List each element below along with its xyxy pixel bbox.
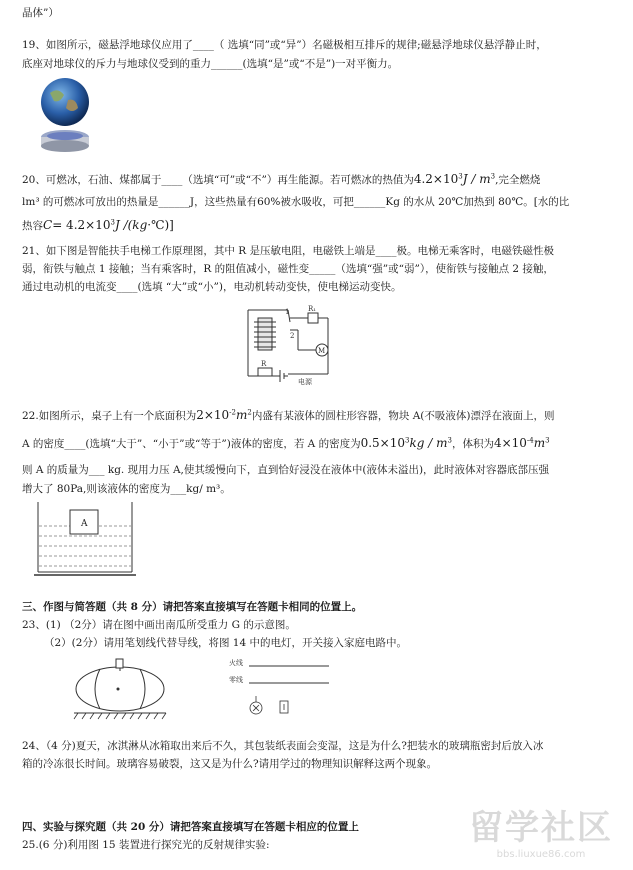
pumpkin-figure <box>70 655 170 723</box>
text-line: 晶体”） <box>22 7 59 19</box>
zero-wire-label: 零线 <box>229 676 243 684</box>
question-19-line-2: 底座对地球仪的斥力与地球仪受到的重力______(选填“是”或“不是”)一对平衡力。 <box>22 58 399 70</box>
watermark-logo-text: 留学社区 <box>469 808 613 848</box>
watermark <box>469 800 613 860</box>
r1-label: R₁ <box>308 305 317 313</box>
motor-label: M <box>318 347 326 355</box>
block-a-label: A <box>81 519 88 529</box>
question-24-line-2: 箱的冷冻很长时间。玻璃容易破裂，这又是为什么?请用学过的物理知识解释这两个现象。 <box>22 758 438 770</box>
house-wiring-figure <box>225 656 335 726</box>
power-label: 电源 <box>298 378 312 386</box>
question-22-line-4: 增大了 80Pa,则该液体的密度为___kg/ m³。 <box>22 483 231 495</box>
r-label: R <box>261 360 267 368</box>
fire-wire-label: 火线 <box>229 659 243 667</box>
question-21-line-2: 弱，衔铁与触点 1 接触；当有乘客时，R 的阻值减小，磁性变_____（选填“强”或“弱”），使衔铁与接触点 2 接触， <box>22 263 554 275</box>
question-22-line-3: 则 A 的质量为___ kg. 现用力压 A,使其缓慢向下，直到恰好浸没在液体中(液体未溢出)，此时液体对容器底部压强 <box>22 464 550 476</box>
question-21-line-3: 通过电动机的电流变____(选填 “大”或“小”)，电动机转动变快，使电梯运动变快。 <box>22 281 402 293</box>
question-19-line-1: 19、如图所示，磁悬浮地球仪应用了____（ 选填“同”或“异”）名磁极相互排斥的规律;磁悬浮地球仪悬浮静止时， <box>22 39 547 51</box>
question-21-line-1: 21、如下图是智能扶手电梯工作原理图，其中 R 是压敏电阻，电磁铁上端是____极。电梯无乘客时，电磁铁磁性极 <box>22 245 554 257</box>
question-20-line-1: 20、可燃冰，石油、煤都属于____（选填“可”或“不”）再生能源。若可燃冰的热值为$4.2\times 10^3J / m^3$,完全燃烧 <box>22 172 541 186</box>
watermark-url: bbs.liuxue86.com <box>496 849 586 860</box>
question-24-line-1: 24、（4 分)夏天，冰淇淋从冰箱取出来后不久，其包装纸表面会变湿，这是为什么?把装水的玻璃瓶密封后放入冰 <box>22 740 544 752</box>
question-20-line-2: lm³ 的可燃冰可放出的热量是______J，这些热量有60%被水吸收，可把______Kg 的水从 20℃加热到 80℃。[水的比 <box>22 196 570 208</box>
section-3-heading: 三、作图与简答题（共 8 分）请把答案直接填写在答题卡相同的位置上。 <box>22 601 363 613</box>
elevator-circuit-figure <box>228 300 338 386</box>
container-figure <box>30 498 140 578</box>
question-22-line-2: A 的密度____(选填“大于”、“小于”或“等于”)液体的密度，若 A 的密度为$0.5\times 10^3kg / m^3$，体积为$4\times 10^{-4}m^3$ <box>22 436 550 450</box>
question-23-line-1: 23、(1) （2分）请在图中画出南瓜所受重力 G 的示意图。 <box>22 619 296 631</box>
contact-1-label: 1 <box>285 308 290 316</box>
question-23-line-2: （2）(2分）请用笔划线代替导线，将图 14 中的电灯，开关接入家庭电路中。 <box>44 637 407 649</box>
contact-2-label: 2 <box>290 332 295 340</box>
question-25-line: 25.(6 分)利用图 15 装置进行探究光的反射规律实验: <box>22 839 270 851</box>
maglev-globe-figure <box>30 75 100 155</box>
question-20-line-3: 热容$C= 4.2\times 10^3J$ /(kg·℃)] <box>22 218 174 232</box>
question-22-line-1: 22.如图所示，桌子上有一个底面积为$2\times 10^{-2}m^2$内盛有某液体的圆柱形容器，物块 A(不吸液体)漂浮在液面上，则 <box>22 408 555 422</box>
section-4-heading: 四、实验与探究题（共 20 分）请把答案直接填写在答题卡相应的位置上 <box>22 821 359 833</box>
